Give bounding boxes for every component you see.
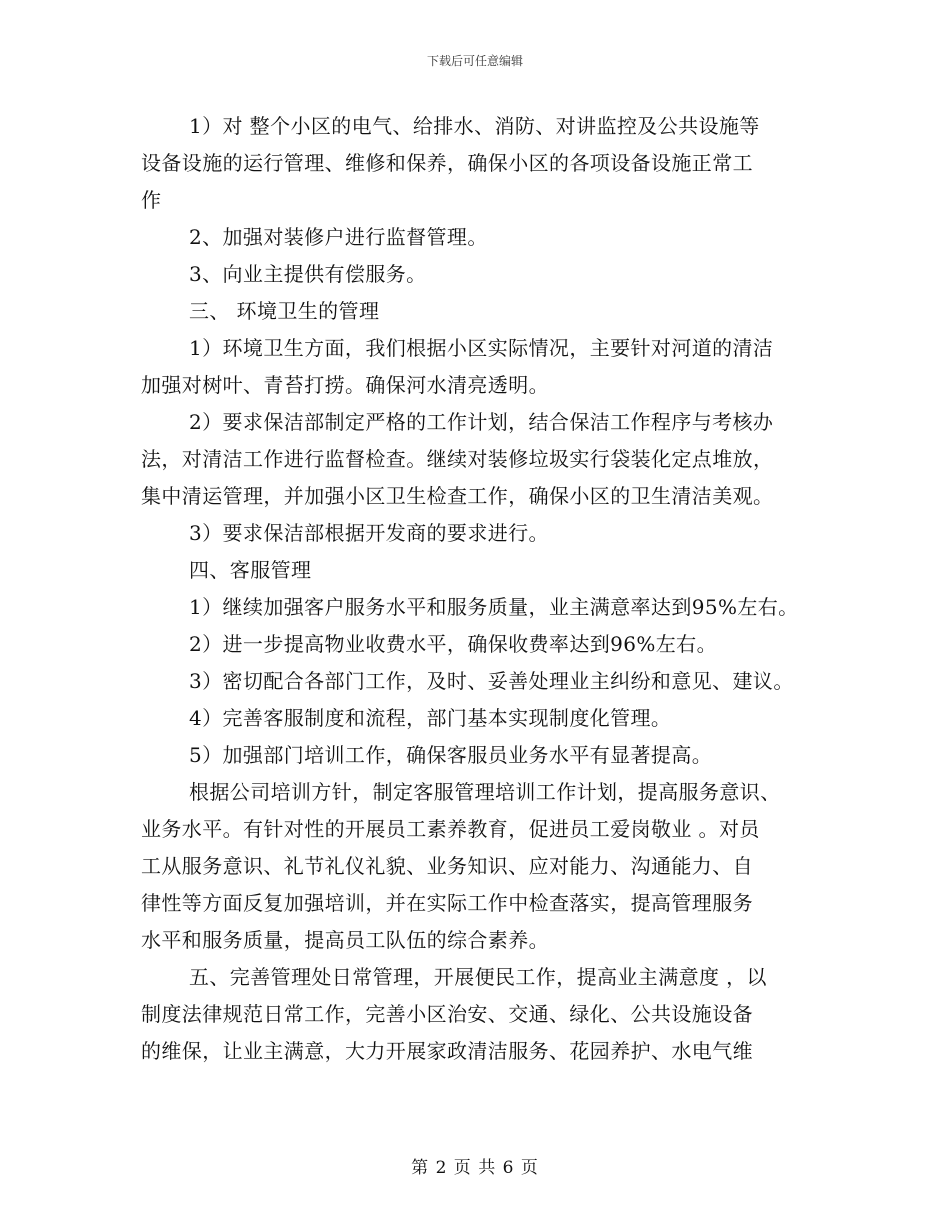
text-line: 五、完善管理处日常管理，开展便民工作，提高业主满意度 ，以 <box>189 965 767 989</box>
text-line: 2）要求保洁部制定严格的工作计划，结合保洁工作程序与考核办 <box>189 410 774 434</box>
page-footer: 第 2 页 共 6 页 <box>411 1158 539 1178</box>
text-line: 1）继续加强客户服务水平和服务质量，业主满意率达到95%左右。 <box>189 595 799 619</box>
text-line: 集中清运管理，并加强小区卫生检查工作，确保小区的卫生清洁美观。 <box>141 484 774 508</box>
text-line: 3）要求保洁部根据开发商的要求进行。 <box>189 521 549 545</box>
text-line: 四、客服管理 <box>189 558 312 582</box>
text-line: 加强对树叶、青苔打捞。确保河水清亮透明。 <box>141 373 549 397</box>
text-line: 作 <box>141 188 162 212</box>
text-line: 1）环境卫生方面，我们根据小区实际情况，主要针对河道的清洁 <box>189 336 774 360</box>
text-line: 业务水平。有针对性的开展员工素养教育，促进员工爱岗敬业 。对员 <box>141 817 760 841</box>
text-line: 3、向业主提供有偿服务。 <box>189 262 427 286</box>
text-line: 2、加强对装修户进行监督管理。 <box>189 225 488 249</box>
text-line: 5）加强部门培训工作，确保客服员业务水平有显著提高。 <box>189 743 713 767</box>
text-line: 的维保，让业主满意，大力开展家政清洁服务、花园养护、水电气维 <box>141 1039 753 1063</box>
text-line: 3）密切配合各部门工作，及时、妥善处理业主纠纷和意见、建议。 <box>189 669 794 693</box>
text-line: 工从服务意识、礼节礼仪礼貌、业务知识、应对能力、沟通能力、自 <box>141 854 753 878</box>
text-line: 设备设施的运行管理、维修和保养，确保小区的各项设备设施正常工 <box>141 151 753 175</box>
document-body <box>141 108 831 1070</box>
text-line: 根据公司培训方针，制定客服管理培训工作计划，提高服务意识、 <box>189 780 781 804</box>
text-line: 水平和服务质量，提高员工队伍的综合素养。 <box>141 928 549 952</box>
page-header: 下载后可任意编辑 <box>426 54 523 68</box>
text-line: 1）对 整个小区的电气、给排水、消防、对讲监控及公共设施等 <box>189 114 760 138</box>
text-line: 2）进一步提高物业收费水平，确保收费率达到96%左右。 <box>189 632 717 656</box>
text-line: 三、 环境卫生的管理 <box>189 299 380 323</box>
text-line: 律性等方面反复加强培训，并在实际工作中检查落实，提高管理服务 <box>141 891 753 915</box>
text-line: 法，对清洁工作进行监督检查。继续对装修垃圾实行袋装化定点堆放， <box>141 447 774 471</box>
text-line: 制度法律规范日常工作，完善小区治安、交通、绿化、公共设施设备 <box>141 1002 753 1026</box>
text-line: 4）完善客服制度和流程，部门基本实现制度化管理。 <box>189 706 672 730</box>
